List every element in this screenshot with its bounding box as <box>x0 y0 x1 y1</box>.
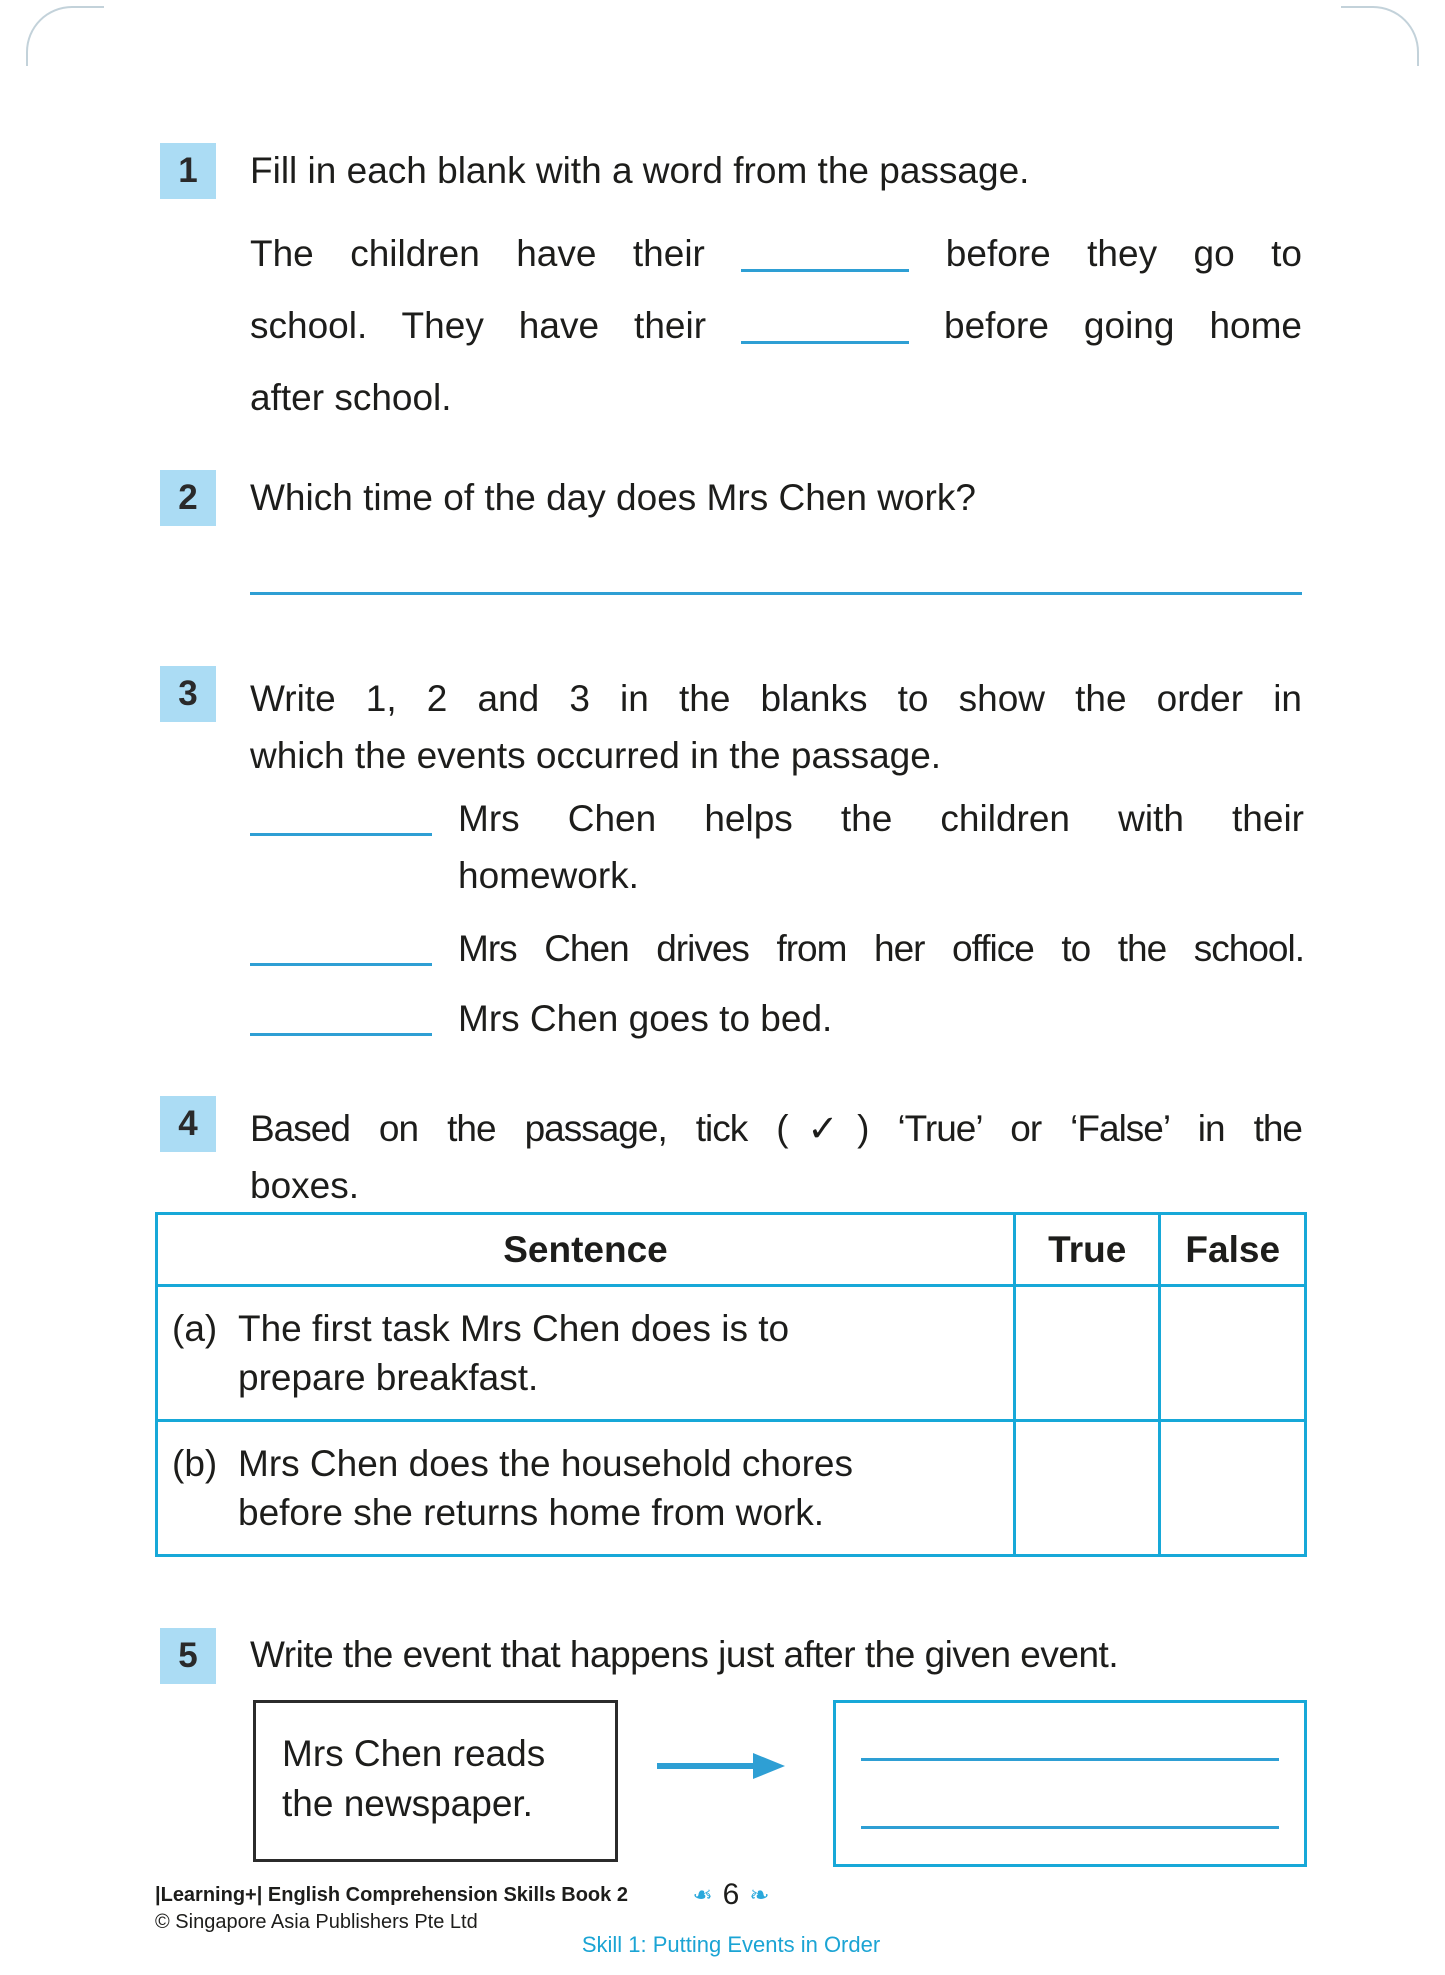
table-header-row <box>157 1214 1306 1286</box>
q1-line1-pre: The children have their <box>250 233 705 274</box>
page-frame-corner-left <box>26 6 104 66</box>
table-header-sentence: Sentence <box>157 1214 1015 1286</box>
question-1-body <box>250 218 1302 434</box>
table-row-b-label: (b) <box>172 1443 218 1484</box>
question-1-line-3: after school. <box>250 377 452 418</box>
footer-book-title: |Learning+| English Comprehension Skills Book 2 <box>155 1884 628 1906</box>
question-4-prompt-line-1: Based on the passage, tick (✓) ‘True’ or ‘False’ in the <box>250 1108 1302 1149</box>
q3-blank-2[interactable] <box>250 920 432 966</box>
q3-item-1-text <box>458 790 1304 904</box>
q5-answer-box <box>833 1700 1307 1867</box>
question-1-line-1 <box>250 218 1302 290</box>
q1-line2-post: before going home <box>944 305 1303 346</box>
question-5-prompt: Write the event that happens just after the given event. <box>250 1634 1119 1675</box>
q5-given-line-1: Mrs Chen reads <box>282 1733 546 1774</box>
table-row-a-line-1: The first task Mrs Chen does is to <box>238 1308 790 1349</box>
question-4-prompt <box>250 1100 1302 1214</box>
table-row-a-text <box>238 1304 789 1402</box>
table-row-a-line-2: prepare breakfast. <box>238 1357 539 1398</box>
question-2-number-label: 2 <box>178 478 198 517</box>
q3-blank-1[interactable] <box>250 790 432 836</box>
q3-item-2-text <box>458 920 1304 977</box>
question-1-prompt: Fill in each blank with a word from the passage. <box>250 150 1030 191</box>
table-header-true: True <box>1014 1214 1160 1286</box>
question-5-number-label: 5 <box>178 1636 198 1675</box>
q1-blank-1[interactable] <box>741 269 909 272</box>
page-frame-corner-right <box>1341 6 1419 66</box>
footer-skill-label: Skill 1: Putting Events in Order <box>581 1932 881 1957</box>
footer-copyright: © Singapore Asia Publishers Pte Ltd <box>155 1911 478 1933</box>
question-3-prompt <box>250 670 1302 784</box>
q3-item-3-line-1: Mrs Chen goes to bed. <box>458 998 833 1039</box>
question-3-prompt-line-1: Write 1, 2 and 3 in the blanks to show the order in <box>250 678 1302 719</box>
table-row-b-sentence <box>157 1421 1015 1556</box>
q5-given-event-box <box>253 1700 618 1862</box>
table-row-a-sentence <box>157 1286 1015 1421</box>
question-3-number-label: 3 <box>178 674 198 713</box>
q3-item-1-line-2: homework. <box>458 855 639 896</box>
q1-line2-pre: school. They have their <box>250 305 707 346</box>
arrow-right-icon <box>655 1748 787 1789</box>
table-row-a-label: (a) <box>172 1308 218 1349</box>
table-row-b-false-cell[interactable] <box>1160 1421 1306 1556</box>
q3-blank-3[interactable] <box>250 990 432 1036</box>
question-2-prompt: Which time of the day does Mrs Chen work? <box>250 477 976 518</box>
question-4-prompt-line-2: boxes. <box>250 1165 360 1206</box>
question-4-number-label: 4 <box>178 1104 198 1143</box>
question-3-prompt-line-2: which the events occurred in the passage. <box>250 735 942 776</box>
question-5-number <box>160 1628 216 1684</box>
table-row-b-line-1: Mrs Chen does the household chores <box>238 1443 853 1484</box>
table-row-b-text <box>238 1439 853 1537</box>
q5-given-line-2: the newspaper. <box>282 1783 533 1824</box>
q1-blank-2[interactable] <box>741 341 909 344</box>
table-row-a-false-cell[interactable] <box>1160 1286 1306 1421</box>
q2-answer-line[interactable] <box>250 592 1302 595</box>
q3-item-1-line-1: Mrs Chen helps the children with their <box>458 798 1304 839</box>
true-false-table <box>155 1212 1307 1557</box>
page-ornament-left-icon: ❧ <box>692 1881 713 1909</box>
q3-item-2-line-1: Mrs Chen drives from her office to the school. <box>458 928 1304 969</box>
q5-answer-line-1[interactable] <box>861 1758 1279 1761</box>
question-1-number-label: 1 <box>178 151 198 190</box>
table-row-a-true-cell[interactable] <box>1014 1286 1160 1421</box>
question-1-number <box>160 143 216 199</box>
page-ornament-right-icon: ❧ <box>749 1881 770 1909</box>
question-2-number <box>160 470 216 526</box>
page-number: 6 <box>722 1878 740 1911</box>
q5-answer-line-2[interactable] <box>861 1826 1279 1829</box>
table-row-b-true-cell[interactable] <box>1014 1421 1160 1556</box>
question-3-number <box>160 666 216 722</box>
q3-item-3 <box>250 990 1304 1047</box>
table-row-a <box>157 1286 1306 1421</box>
footer-page-number-group <box>693 1878 770 1912</box>
table-row-b-line-2: before she returns home from work. <box>238 1492 825 1533</box>
q3-item-2 <box>250 920 1304 977</box>
q1-line1-post: before they go to <box>945 233 1302 274</box>
question-4-number <box>160 1096 216 1152</box>
question-1-line-2 <box>250 290 1302 362</box>
q3-item-1 <box>250 790 1304 904</box>
q3-item-3-text <box>458 990 1304 1047</box>
table-header-false: False <box>1160 1214 1306 1286</box>
table-row-b <box>157 1421 1306 1556</box>
